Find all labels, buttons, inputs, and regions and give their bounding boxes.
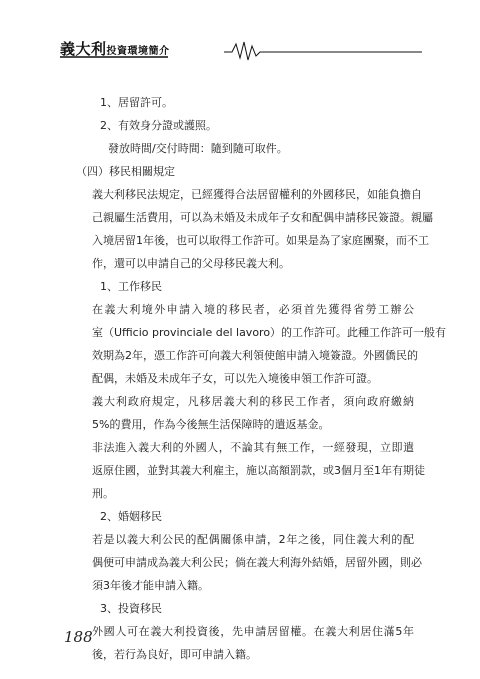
list-item-id-passport: 2、有效身分證或護照。 [100, 119, 217, 132]
page-number: 188 [64, 628, 93, 646]
paragraph-line: 室（Ufficio provinciale del lavoro）的工作許可。此種工作許可一般有 [92, 326, 447, 339]
subheading-work-immigration: 1、工作移民 [100, 280, 162, 293]
paragraph-line: 義大利政府規定，凡移居義大利的移民工作者，須向政府繳納 [92, 395, 414, 408]
paragraph-line: 返原住國，並對其義大利雇主，施以高額罰款，或3個月至1年有期徒 [92, 464, 425, 477]
paragraph-line: 外國人可在義大利投資後，先申請居留權。在義大利居住滿5年 [92, 625, 414, 638]
subheading-marriage-immigration: 2、婚姻移民 [100, 510, 162, 523]
header-title-main: 義大利 [60, 40, 107, 58]
paragraph-line: 效期為2年，憑工作許可向義大利領使館申請入境簽證。外國僑民的 [92, 349, 418, 362]
heartbeat-line-icon [60, 38, 422, 62]
issuance-time-note: 發放時間/交付時間：隨到隨可取件。 [108, 142, 288, 155]
paragraph-line: 作，還可以申請自己的父母移民義大利。 [92, 257, 290, 270]
paragraph-line: 須3年後才能申請入籍。 [92, 579, 209, 592]
paragraph-line: 在義大利境外申請入境的移民者，必須首先獲得省勞工辦公 [92, 303, 414, 316]
paragraph-line: 若是以義大利公民的配偶關係申請，2年之後，同住義大利的配 [92, 533, 414, 546]
paragraph-line: 偶便可申請成為義大利公民；倘在義大利海外結婚，居留外國，則必 [92, 556, 422, 569]
header-title-sub: 投資環境簡介 [106, 46, 170, 57]
subheading-investment-immigration: 3、投資移民 [100, 602, 162, 615]
list-item-residence-permit: 1、居留許可。 [100, 96, 173, 109]
paragraph-line: 後，若行為良好，即可申請入籍。 [92, 648, 257, 661]
paragraph-line: 配偶，未婚及未成年子女，可以先入境後申領工作許可證。 [92, 372, 378, 385]
paragraph-line: 入境居留1年後，也可以取得工作許可。如果是為了家庭團聚，而不工 [92, 234, 429, 247]
paragraph-line: 己親屬生活費用，可以為未婚及未成年子女和配偶申請移民簽證。親屬 [92, 211, 433, 224]
paragraph-line: 義大利移民法規定，已經獲得合法居留權利的外國移民，如能負擔自 [92, 188, 422, 201]
paragraph-line: 刑。 [92, 487, 114, 500]
paragraph-line: 5%的費用，作為今後無生活保障時的遣返基金。 [92, 418, 330, 431]
section-heading-immigration: （四）移民相關規定 [76, 165, 175, 178]
running-header [60, 38, 422, 62]
paragraph-line: 非法進入義大利的外國人，不論其有無工作，一經發現，立即遣 [92, 441, 414, 454]
